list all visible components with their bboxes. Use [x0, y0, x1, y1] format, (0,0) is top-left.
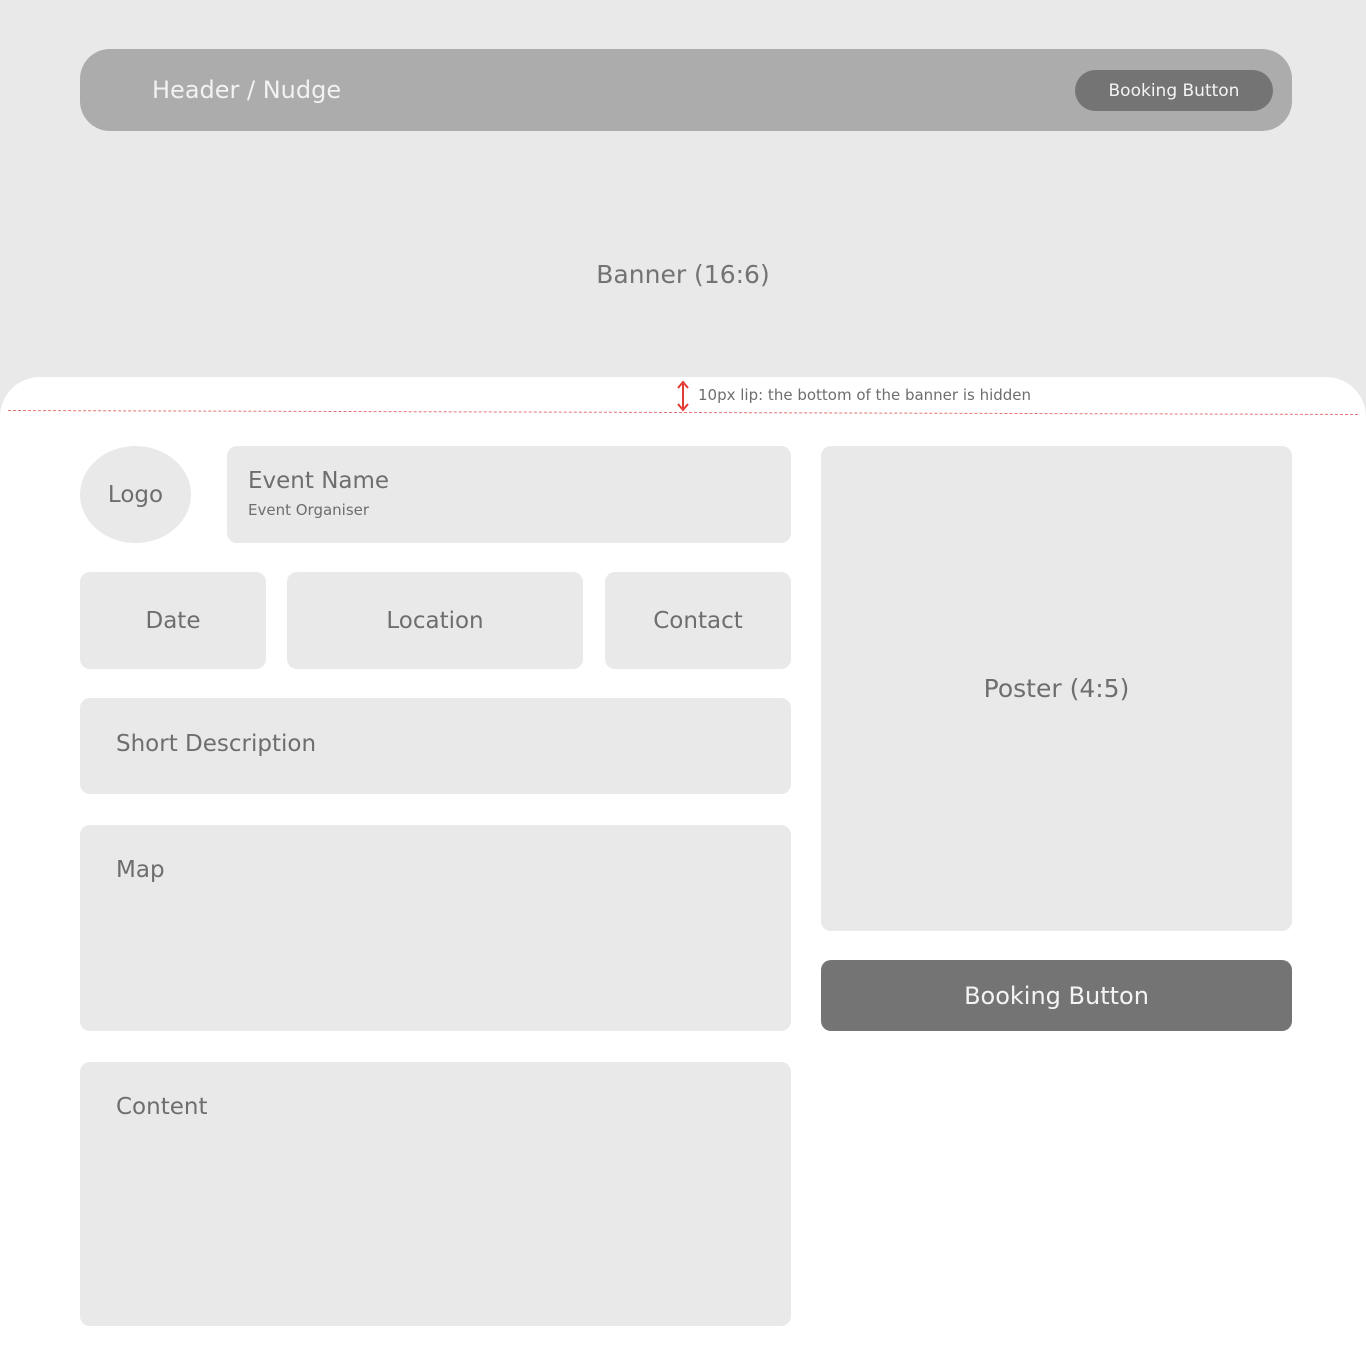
content-block	[80, 1062, 791, 1326]
banner-label: Banner (16:6)	[596, 260, 770, 289]
short-description-block	[80, 698, 791, 794]
short-description-label: Short Description	[116, 731, 317, 757]
header-booking-button[interactable]: Booking Button	[1075, 70, 1273, 111]
event-organiser: Event Organiser	[248, 501, 370, 519]
map-block	[80, 825, 791, 1031]
lip-annotation: 10px lip: the bottom of the banner is hidden	[698, 386, 1032, 404]
location-card: Location	[287, 572, 583, 669]
poster-label: Poster (4:5)	[983, 674, 1130, 703]
content-label: Content	[116, 1094, 208, 1120]
event-name: Event Name	[248, 468, 390, 494]
date-card: Date	[80, 572, 266, 669]
logo-placeholder: Logo	[80, 446, 191, 543]
contact-card: Contact	[605, 572, 791, 669]
header-title: Header / Nudge	[152, 76, 342, 104]
booking-button[interactable]: Booking Button	[821, 960, 1292, 1031]
header-nudge	[80, 49, 1292, 131]
poster-placeholder	[821, 446, 1292, 931]
event-title-block	[227, 446, 791, 543]
double-arrow-icon	[674, 380, 692, 412]
map-label: Map	[116, 857, 165, 883]
